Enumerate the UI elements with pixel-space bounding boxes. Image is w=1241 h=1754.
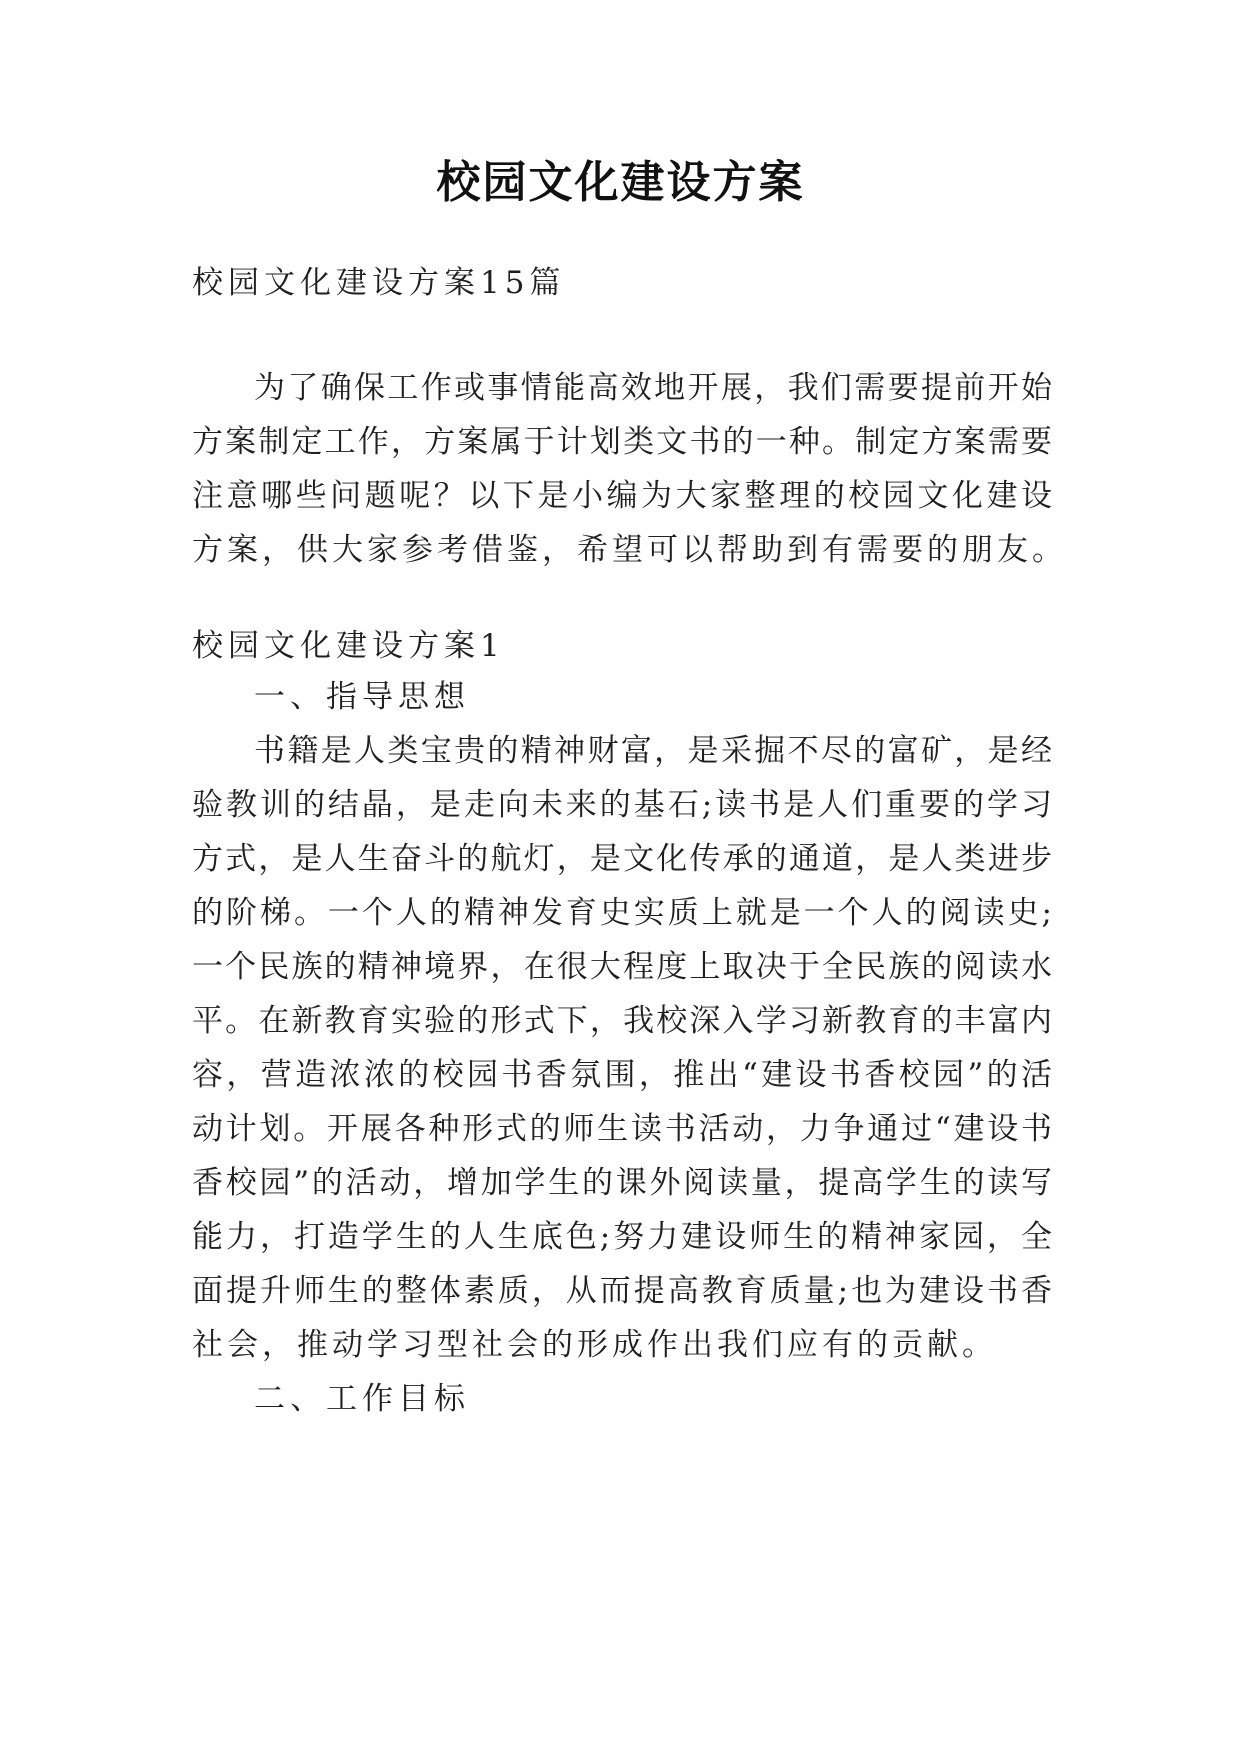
section-heading: 校园文化建设方案1	[192, 628, 505, 664]
body-line: 验教训的结晶，是走向未来的基石;读书是人们重要的学习	[192, 787, 1052, 823]
intro-line: 方案制定工作，方案属于计划类文书的一种。制定方案需要	[192, 424, 1052, 460]
body-line: 能力，打造学生的人生底色;努力建设师生的精神家园，全	[192, 1219, 1052, 1255]
body-line: 香校园”的活动，增加学生的课外阅读量，提高学生的读写	[192, 1165, 1052, 1201]
body-line: 动计划。开展各种形式的师生读书活动，力争通过“建设书	[192, 1111, 1052, 1147]
intro-line: 方案，供大家参考借鉴，希望可以帮助到有需要的朋友。	[192, 532, 1067, 568]
document-title: 校园文化建设方案	[436, 157, 805, 208]
body-line: 社会，推动学习型社会的形成作出我们应有的贡献。	[192, 1327, 997, 1363]
body-line: 容，营造浓浓的校园书香氛围，推出“建设书香校园”的活	[192, 1057, 1052, 1093]
body-line: 方式，是人生奋斗的航灯，是文化传承的通道，是人类进步	[192, 841, 1052, 877]
body-line: 一个民族的精神境界，在很大程度上取决于全民族的阅读水	[192, 949, 1052, 985]
body-line: 书籍是人类宝贵的精神财富，是采掘不尽的富矿，是经	[254, 733, 1052, 769]
document-subtitle: 校园文化建设方案15篇	[192, 265, 566, 301]
body-line: 面提升师生的整体素质，从而提高教育质量;也为建设书香	[192, 1273, 1052, 1309]
body-line: 平。在新教育实验的形式下，我校深入学习新教育的丰富内	[192, 1003, 1052, 1039]
body-line: 的阶梯。一个人的精神发育史实质上就是一个人的阅读史;	[192, 895, 1052, 931]
intro-line: 为了确保工作或事情能高效地开展，我们需要提前开始	[254, 370, 1052, 406]
part-heading: 一、指导思想	[254, 679, 470, 715]
part-heading: 二、工作目标	[254, 1381, 470, 1417]
intro-line: 注意哪些问题呢？以下是小编为大家整理的校园文化建设	[192, 478, 1052, 514]
